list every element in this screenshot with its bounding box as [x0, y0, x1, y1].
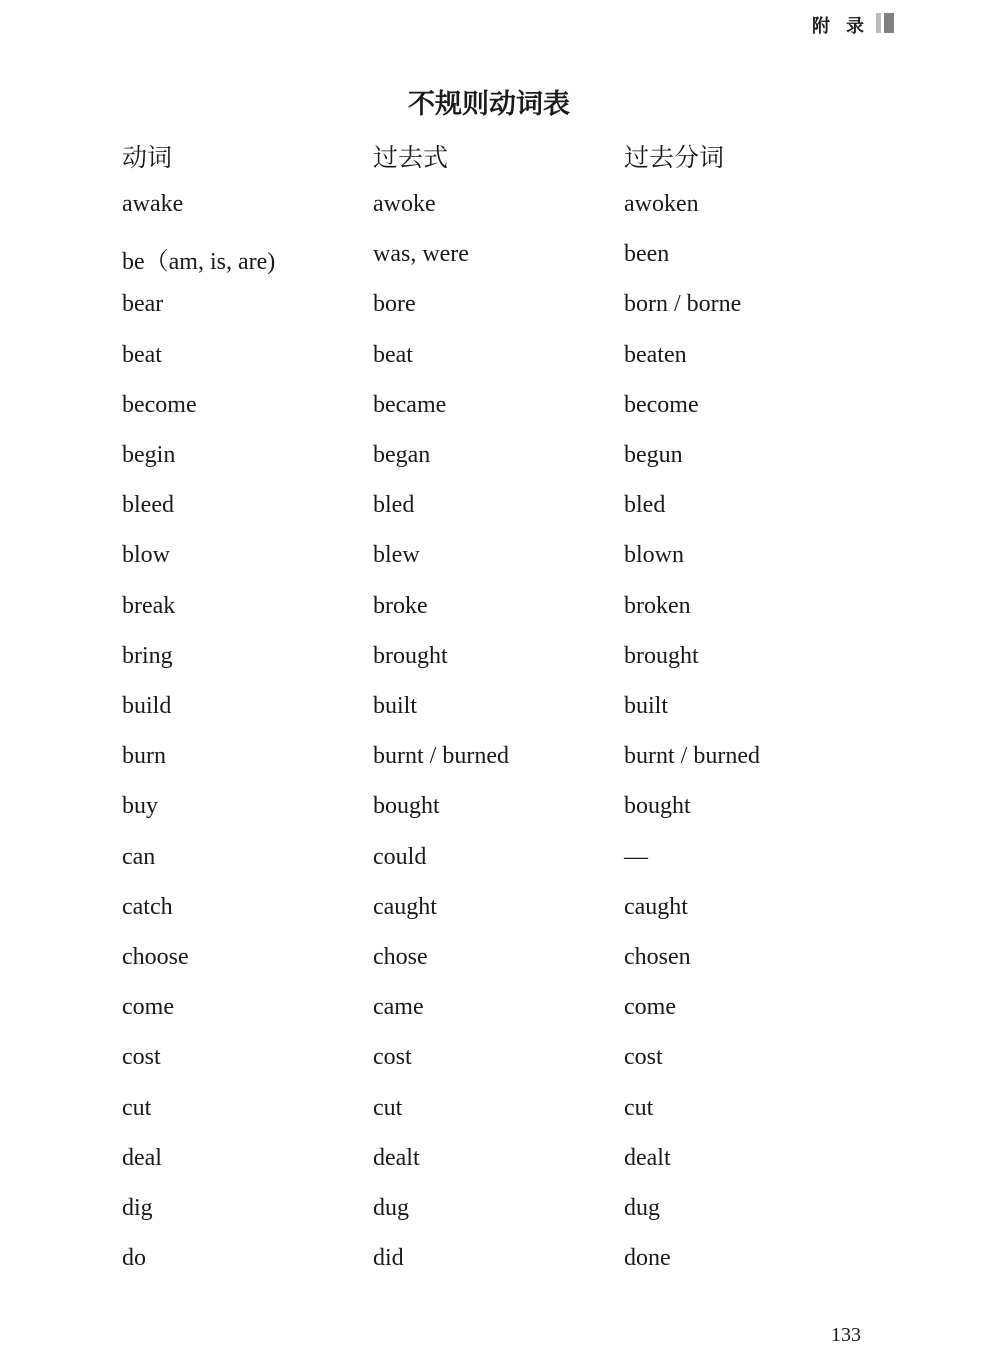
verb-cell: be（am, is, are)	[122, 249, 276, 276]
table-header	[0, 138, 988, 178]
table-row	[0, 342, 988, 382]
past-tense-cell: awoke	[373, 191, 436, 217]
past-tense-cell: caught	[373, 893, 437, 920]
past-tense-cell: bore	[373, 291, 416, 318]
past-participle-cell: dug	[624, 1195, 660, 1221]
table-row	[0, 894, 988, 934]
past-participle-cell: become	[624, 391, 699, 418]
past-participle-cell: caught	[624, 893, 688, 920]
table-row	[0, 643, 988, 683]
past-participle-cell: burnt / burned	[624, 743, 760, 770]
past-tense-cell: began	[373, 442, 431, 468]
column-header: 动词	[122, 143, 173, 172]
past-participle-cell: been	[624, 241, 670, 268]
verb-cell: catch	[122, 893, 173, 920]
past-tense-cell: blew	[373, 542, 420, 569]
verb-cell: can	[122, 843, 156, 870]
verb-cell: become	[122, 391, 197, 418]
table-row	[0, 994, 988, 1034]
column-header: 过去分词	[624, 143, 725, 172]
past-participle-cell: awoken	[624, 191, 699, 217]
table-row	[0, 693, 988, 733]
past-tense-cell: burnt / burned	[373, 743, 509, 770]
table-row	[0, 1145, 988, 1185]
past-tense-cell: did	[373, 1245, 404, 1272]
page-title: 不规则动词表	[408, 89, 570, 120]
past-tense-cell: became	[373, 391, 447, 418]
verb-cell: do	[122, 1245, 146, 1272]
past-participle-cell: —	[624, 843, 648, 870]
verb-cell: buy	[122, 793, 158, 820]
verb-cell: deal	[122, 1144, 162, 1171]
running-header	[812, 12, 866, 38]
past-participle-cell: dealt	[624, 1144, 671, 1171]
past-participle-cell: come	[624, 994, 676, 1021]
table-row	[0, 291, 988, 331]
past-participle-cell: cost	[624, 1044, 663, 1071]
past-participle-cell: bled	[624, 492, 666, 519]
table-row	[0, 1095, 988, 1135]
past-participle-cell: brought	[624, 642, 699, 669]
verb-cell: build	[122, 693, 172, 719]
table-row	[0, 492, 988, 532]
past-tense-cell: bought	[373, 793, 440, 820]
verb-cell: bleed	[122, 492, 174, 519]
table-row	[0, 442, 988, 482]
header-text: 附	[812, 16, 832, 36]
table-row	[0, 844, 988, 884]
verb-cell: come	[122, 994, 174, 1021]
past-participle-cell: broken	[624, 592, 691, 619]
verb-cell: break	[122, 592, 176, 619]
table-row	[0, 793, 988, 833]
past-participle-cell: bought	[624, 793, 691, 820]
header-text: 录	[846, 16, 866, 36]
past-tense-cell: chose	[373, 944, 428, 970]
table-row	[0, 1245, 988, 1285]
verb-cell: bear	[122, 291, 164, 318]
header-bar-decoration	[876, 13, 894, 33]
verb-cell: bring	[122, 642, 173, 669]
past-tense-cell: cut	[373, 1094, 403, 1121]
table-row	[0, 1044, 988, 1084]
past-participle-cell: built	[624, 693, 669, 719]
past-participle-cell: born / borne	[624, 291, 742, 318]
past-tense-cell: dug	[373, 1195, 409, 1221]
table-row	[0, 593, 988, 633]
verb-cell: burn	[122, 743, 166, 770]
past-participle-cell: beaten	[624, 341, 687, 368]
table-row	[0, 1195, 988, 1235]
past-tense-cell: came	[373, 994, 424, 1021]
past-participle-cell: begun	[624, 442, 683, 468]
table-row	[0, 743, 988, 783]
table-row	[0, 241, 988, 281]
verb-cell: awake	[122, 191, 184, 217]
page-number: 133	[831, 1324, 861, 1345]
verb-cell: choose	[122, 944, 189, 970]
table-row	[0, 191, 988, 231]
past-tense-cell: bled	[373, 492, 415, 519]
past-tense-cell: brought	[373, 642, 448, 669]
verb-cell: blow	[122, 542, 170, 569]
verb-cell: dig	[122, 1195, 153, 1221]
past-tense-cell: could	[373, 843, 427, 870]
verb-cell: cut	[122, 1094, 152, 1121]
past-tense-cell: beat	[373, 341, 413, 368]
column-header: 过去式	[373, 143, 449, 172]
table-row	[0, 392, 988, 432]
verb-cell: begin	[122, 442, 176, 468]
table-row	[0, 944, 988, 984]
past-tense-cell: cost	[373, 1044, 412, 1071]
past-participle-cell: blown	[624, 542, 684, 569]
past-participle-cell: done	[624, 1245, 671, 1272]
verb-cell: beat	[122, 341, 162, 368]
past-tense-cell: was, were	[373, 241, 469, 268]
past-tense-cell: broke	[373, 592, 428, 619]
past-tense-cell: dealt	[373, 1144, 420, 1171]
past-participle-cell: chosen	[624, 944, 691, 970]
table-row	[0, 542, 988, 582]
past-tense-cell: built	[373, 693, 418, 719]
past-participle-cell: cut	[624, 1094, 654, 1121]
verb-cell: cost	[122, 1044, 161, 1071]
